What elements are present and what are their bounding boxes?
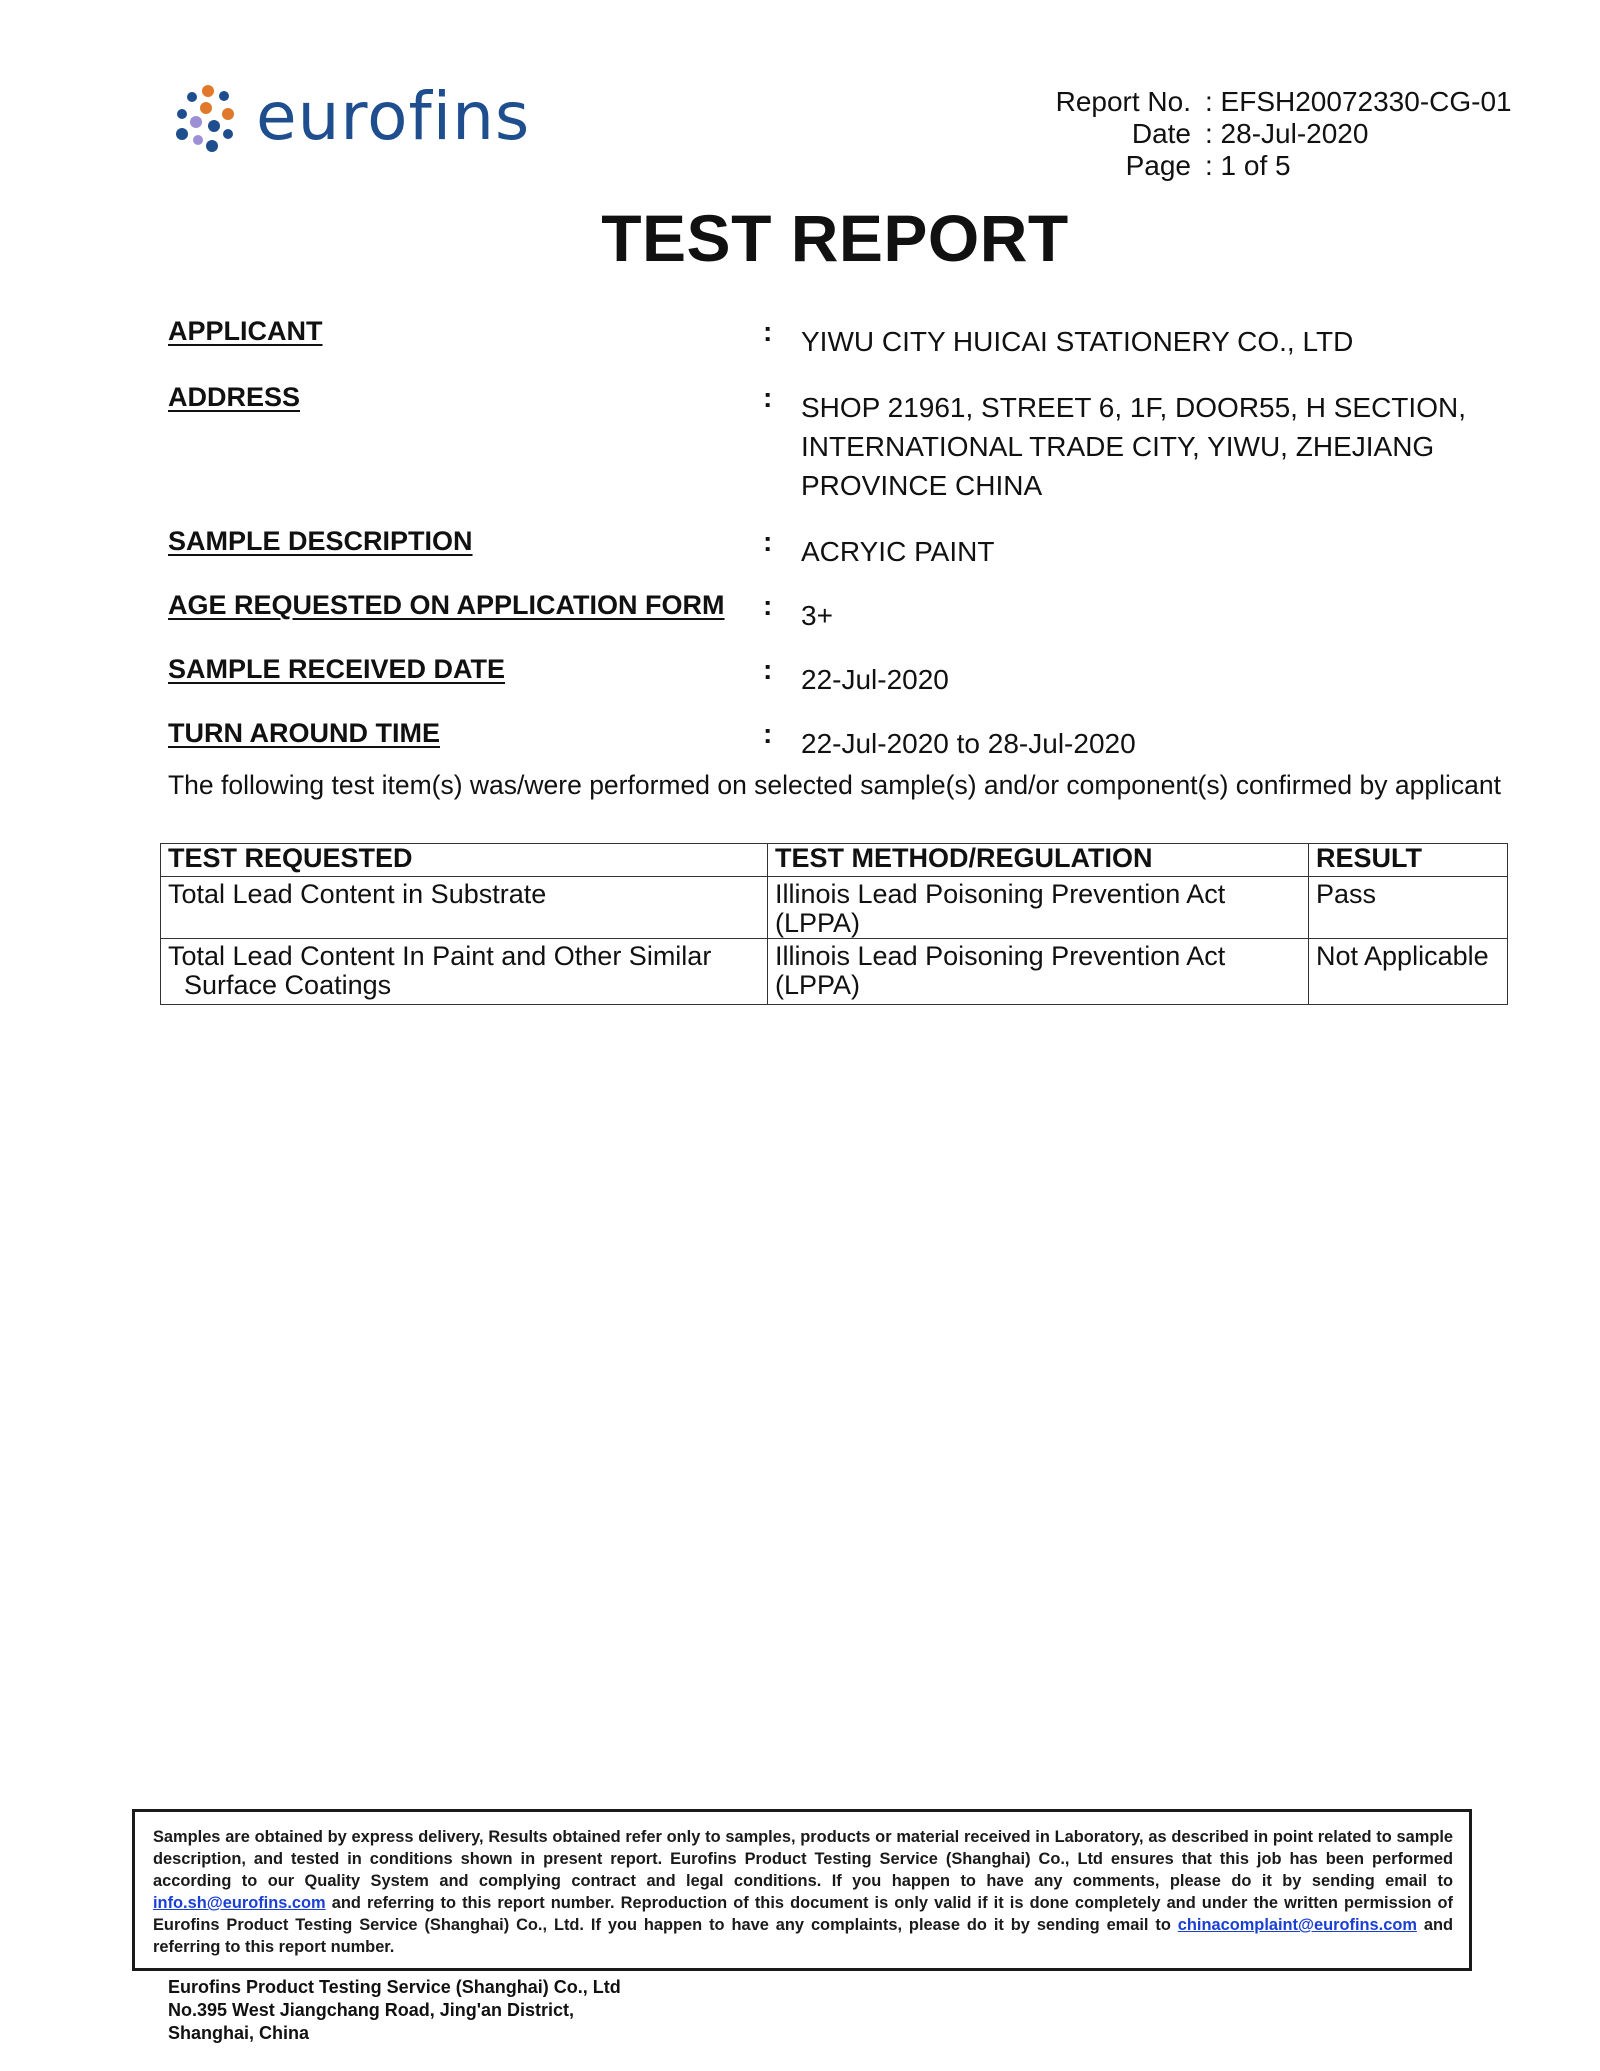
report-page-row (1000, 150, 1560, 182)
report-date-row (1000, 118, 1560, 150)
company-street: No.395 West Jiangchang Road, Jing'an District, (168, 2000, 575, 2020)
age-requested-colon: : (763, 590, 773, 621)
applicant-label: APPLICANT (168, 316, 323, 346)
page-title: TEST REPORT (601, 201, 1069, 275)
turn-around-value: 22-Jul-2020 to 28-Jul-2020 (801, 728, 1136, 759)
row-2-test-line-2: Surface Coatings (184, 970, 392, 1000)
age-requested-label: AGE REQUESTED ON APPLICATION FORM (168, 590, 725, 620)
sample-received-value: 22-Jul-2020 (801, 664, 949, 695)
row-1-method: Illinois Lead Poisoning Prevention Act (LPPA) (768, 877, 1309, 939)
eurofins-logo (168, 78, 531, 162)
complaint-email-link[interactable]: chinacomplaint@eurofins.com (1177, 1916, 1417, 1934)
row-2-test (161, 939, 768, 1005)
disclaimer-text-3: and referring to this report number. (153, 1916, 1453, 1956)
company-name: Eurofins Product Testing Service (Shanghai) Co., Ltd (168, 1977, 621, 1997)
logo-wordmark: eurofins (256, 78, 531, 155)
sample-description-colon: : (763, 526, 773, 557)
applicant-field (168, 316, 1508, 356)
sample-description-label: SAMPLE DESCRIPTION (168, 526, 473, 556)
applicant-colon: : (763, 316, 773, 347)
sample-description-field (168, 526, 1508, 566)
disclaimer-text-2: and referring to this report number. Reproduction of this document is only valid if it is done completely and under the written permission of Eurofins Product Testing Service (Shanghai) Co., Ltd. If you happen to have any complaints, please do it by sending email to (153, 1894, 1453, 1934)
age-requested-value: 3+ (801, 600, 833, 631)
company-city: Shanghai, China (168, 2023, 310, 2043)
report-date-label: Date (1131, 118, 1191, 149)
applicant-value: YIWU CITY HUICAI STATIONERY CO., LTD (801, 326, 1354, 357)
address-field (168, 382, 1508, 502)
report-date-value: : 28-Jul-2020 (1205, 118, 1369, 149)
disclaimer-text-1: Samples are obtained by express delivery, Results obtained refer only to samples, products or material received in Laboratory, as described in point related to sample description, and tested in conditions shown in present report. Eurofins Product Testing Service (Shanghai) Co., Ltd ensures that this job has been performed according to our Quality System and complying contract and legal conditions. If you happen to have any comments, please do it by sending email to (153, 1828, 1453, 1890)
header-test-method: TEST METHOD/REGULATION (768, 844, 1309, 877)
table-row (161, 939, 1508, 1005)
eurofins-logo-mark-icon (168, 82, 242, 156)
row-1-result: Pass (1309, 877, 1508, 939)
header-result: RESULT (1309, 844, 1508, 877)
address-line-1: SHOP 21961, STREET 6, 1F, DOOR55, H SECTION, (801, 392, 1466, 423)
sample-received-field (168, 654, 1508, 694)
turn-around-colon: : (763, 718, 773, 749)
age-requested-field (168, 590, 1508, 630)
disclaimer-box (132, 1809, 1472, 1971)
report-number-label: Report No. (1055, 86, 1191, 117)
report-number-value: : EFSH20072330-CG-01 (1205, 86, 1512, 117)
sample-description-value: ACRYIC PAINT (801, 536, 995, 567)
address-line-2: INTERNATIONAL TRADE CITY, YIWU, ZHEJIANG (801, 431, 1435, 462)
turn-around-field (168, 718, 1508, 758)
info-email-link[interactable]: info.sh@eurofins.com (153, 1894, 326, 1912)
row-2-result: Not Applicable (1309, 939, 1508, 1005)
header-test-requested: TEST REQUESTED (161, 844, 768, 877)
report-meta (1000, 86, 1560, 182)
sample-received-colon: : (763, 654, 773, 685)
company-address (168, 1976, 621, 2045)
address-value (801, 388, 1521, 505)
address-label: ADDRESS (168, 382, 301, 412)
address-colon: : (763, 382, 773, 413)
sample-received-label: SAMPLE RECEIVED DATE (168, 654, 506, 684)
address-line-3: PROVINCE CHINA (801, 470, 1043, 501)
table-row (161, 877, 1508, 939)
intro-text: The following test item(s) was/were performed on selected sample(s) and/or component(s) confirmed by applicant (168, 770, 1501, 800)
row-2-method: Illinois Lead Poisoning Prevention Act (LPPA) (768, 939, 1309, 1005)
report-page-value: : 1 of 5 (1205, 150, 1291, 181)
row-1-test: Total Lead Content in Substrate (161, 877, 768, 939)
turn-around-label: TURN AROUND TIME (168, 718, 440, 748)
results-table (160, 843, 1508, 1005)
report-page-label: Page (1125, 150, 1191, 181)
row-2-test-line-1: Total Lead Content In Paint and Other Similar (168, 941, 712, 971)
report-number-row (1000, 86, 1560, 118)
table-header-row (161, 844, 1508, 877)
